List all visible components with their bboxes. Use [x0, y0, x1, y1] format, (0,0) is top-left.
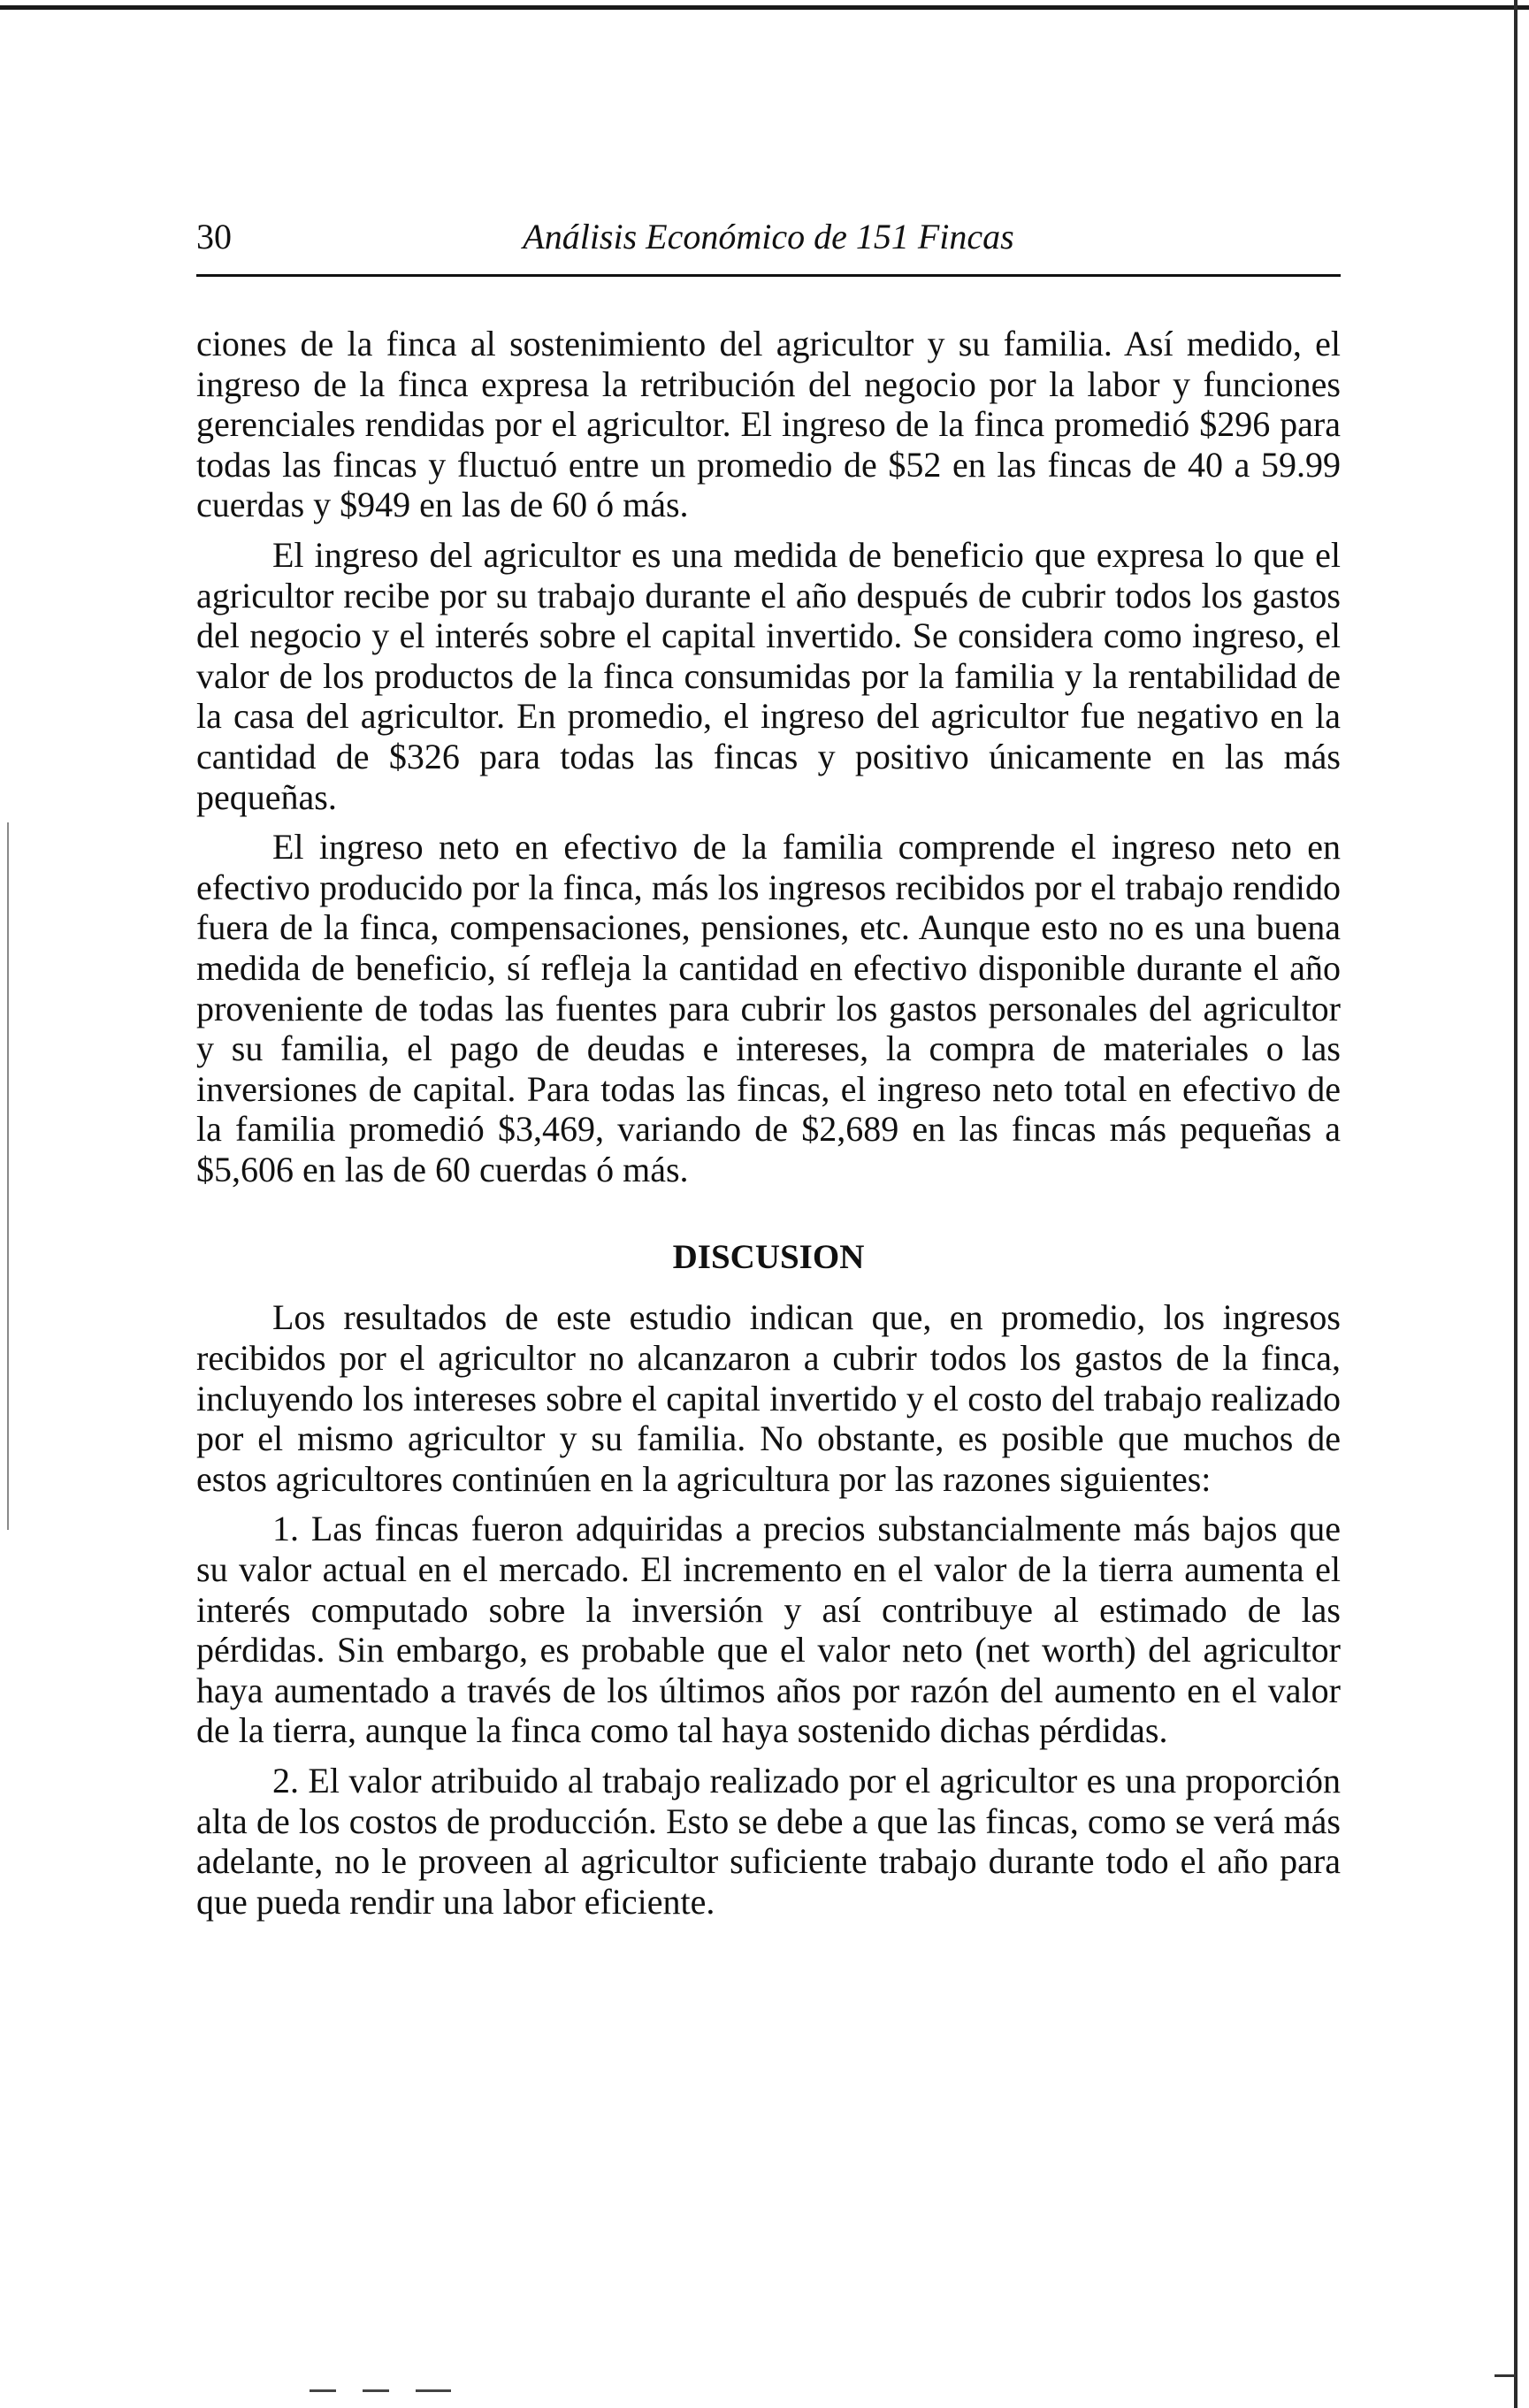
scan-right-border: [1514, 0, 1518, 2408]
paragraph-farmer-income: El ingreso del agricultor es una medida de beneficio que expresa lo que el agricultor recibe por su trabajo durante el año después de cubrir todos los gastos del negocio y el interés sobre el capital invertido. Se considera como ingreso, el valor de los productos de la finca consumidas por la familia y la rentabilidad de la casa del agricultor. En promedio, el ingreso del agricultor fue negativo en la cantidad de $326 para todas las fincas y positivo únicamente en las más pequeñas.: [196, 534, 1341, 817]
scan-bottom-corner-mark: [1495, 2374, 1516, 2377]
running-head: [196, 210, 1341, 264]
paragraph-discussion-intro: Los resultados de este estudio indican que, en promedio, los ingresos recibidos por el agricultor no alcanzaron a cubrir todos los gastos de la finca, incluyendo los intereses sobre el capital invertido y el costo del trabajo realizado por el mismo agricultor y su familia. No obstante, es posible que muchos de estos agricultores continúen en la agricultura por las razones siguientes:: [196, 1297, 1341, 1499]
scan-footer-marks: [310, 2389, 486, 2392]
header-rule: [196, 274, 1341, 277]
paragraph-continued: ciones de la finca al sostenimiento del agricultor y su familia. Así medido, el ingreso de la finca expresa la retribución del negocio por la labor y funciones gerenciales rendidas por el agricultor. El ingreso de la finca promedió $296 para todas las fincas y fluctuó entre un promedio de $52 en las fincas de 40 a 59.99 cuerdas y $949 en las de 60 ó más.: [196, 324, 1341, 525]
section-heading-discussion: DISCUSION: [672, 1238, 865, 1277]
body-text: [196, 324, 1341, 1931]
list-item-1: 1. Las fincas fueron adquiridas a precios substancialmente más bajos que su valor actual en el mercado. El incremento en el valor de la tierra aumenta el interés computado sobre la inversión y así contribuye al estimado de las pérdidas. Sin embargo, es probable que el valor neto (net worth) del agricultor haya aumentado a través de los últimos años por razón del aumento en el valor de la tierra, aunque la finca como tal haya sostenido dichas pérdidas.: [196, 1509, 1341, 1751]
page-number: 30: [196, 217, 232, 256]
paragraph-family-cash-income: El ingreso neto en efectivo de la familia comprende el ingreso neto en efectivo producido por la finca, más los ingresos recibidos por el trabajo rendido fuera de la finca, compensaciones, pensiones, etc. Aunque esto no es una buena medida de beneficio, sí refleja la cantidad en efectivo disponible durante el año proveniente de todas las fuentes para cubrir los gastos personales del agricultor y su familia, el pago de deudas e intereses, la compra de materiales o las inversiones de capital. Para todas las fincas, el ingreso neto total en efectivo de la familia promedió $3,469, variando de $2,689 en las fincas más pequeñas a $5,606 en las de 60 cuerdas ó más.: [196, 827, 1341, 1189]
scan-top-border: [0, 5, 1529, 10]
scan-left-margin-mark: [7, 822, 9, 1530]
running-title: Análisis Económico de 151 Fincas: [523, 217, 1014, 256]
list-item-2: 2. El valor atribuido al trabajo realizado por el agricultor es una proporción alta de los costos de producción. Esto se debe a que las fincas, como se verá más adelante, no le proveen al agricultor suficiente trabajo durante todo el año para que pueda rendir una labor eficiente.: [196, 1761, 1341, 1922]
